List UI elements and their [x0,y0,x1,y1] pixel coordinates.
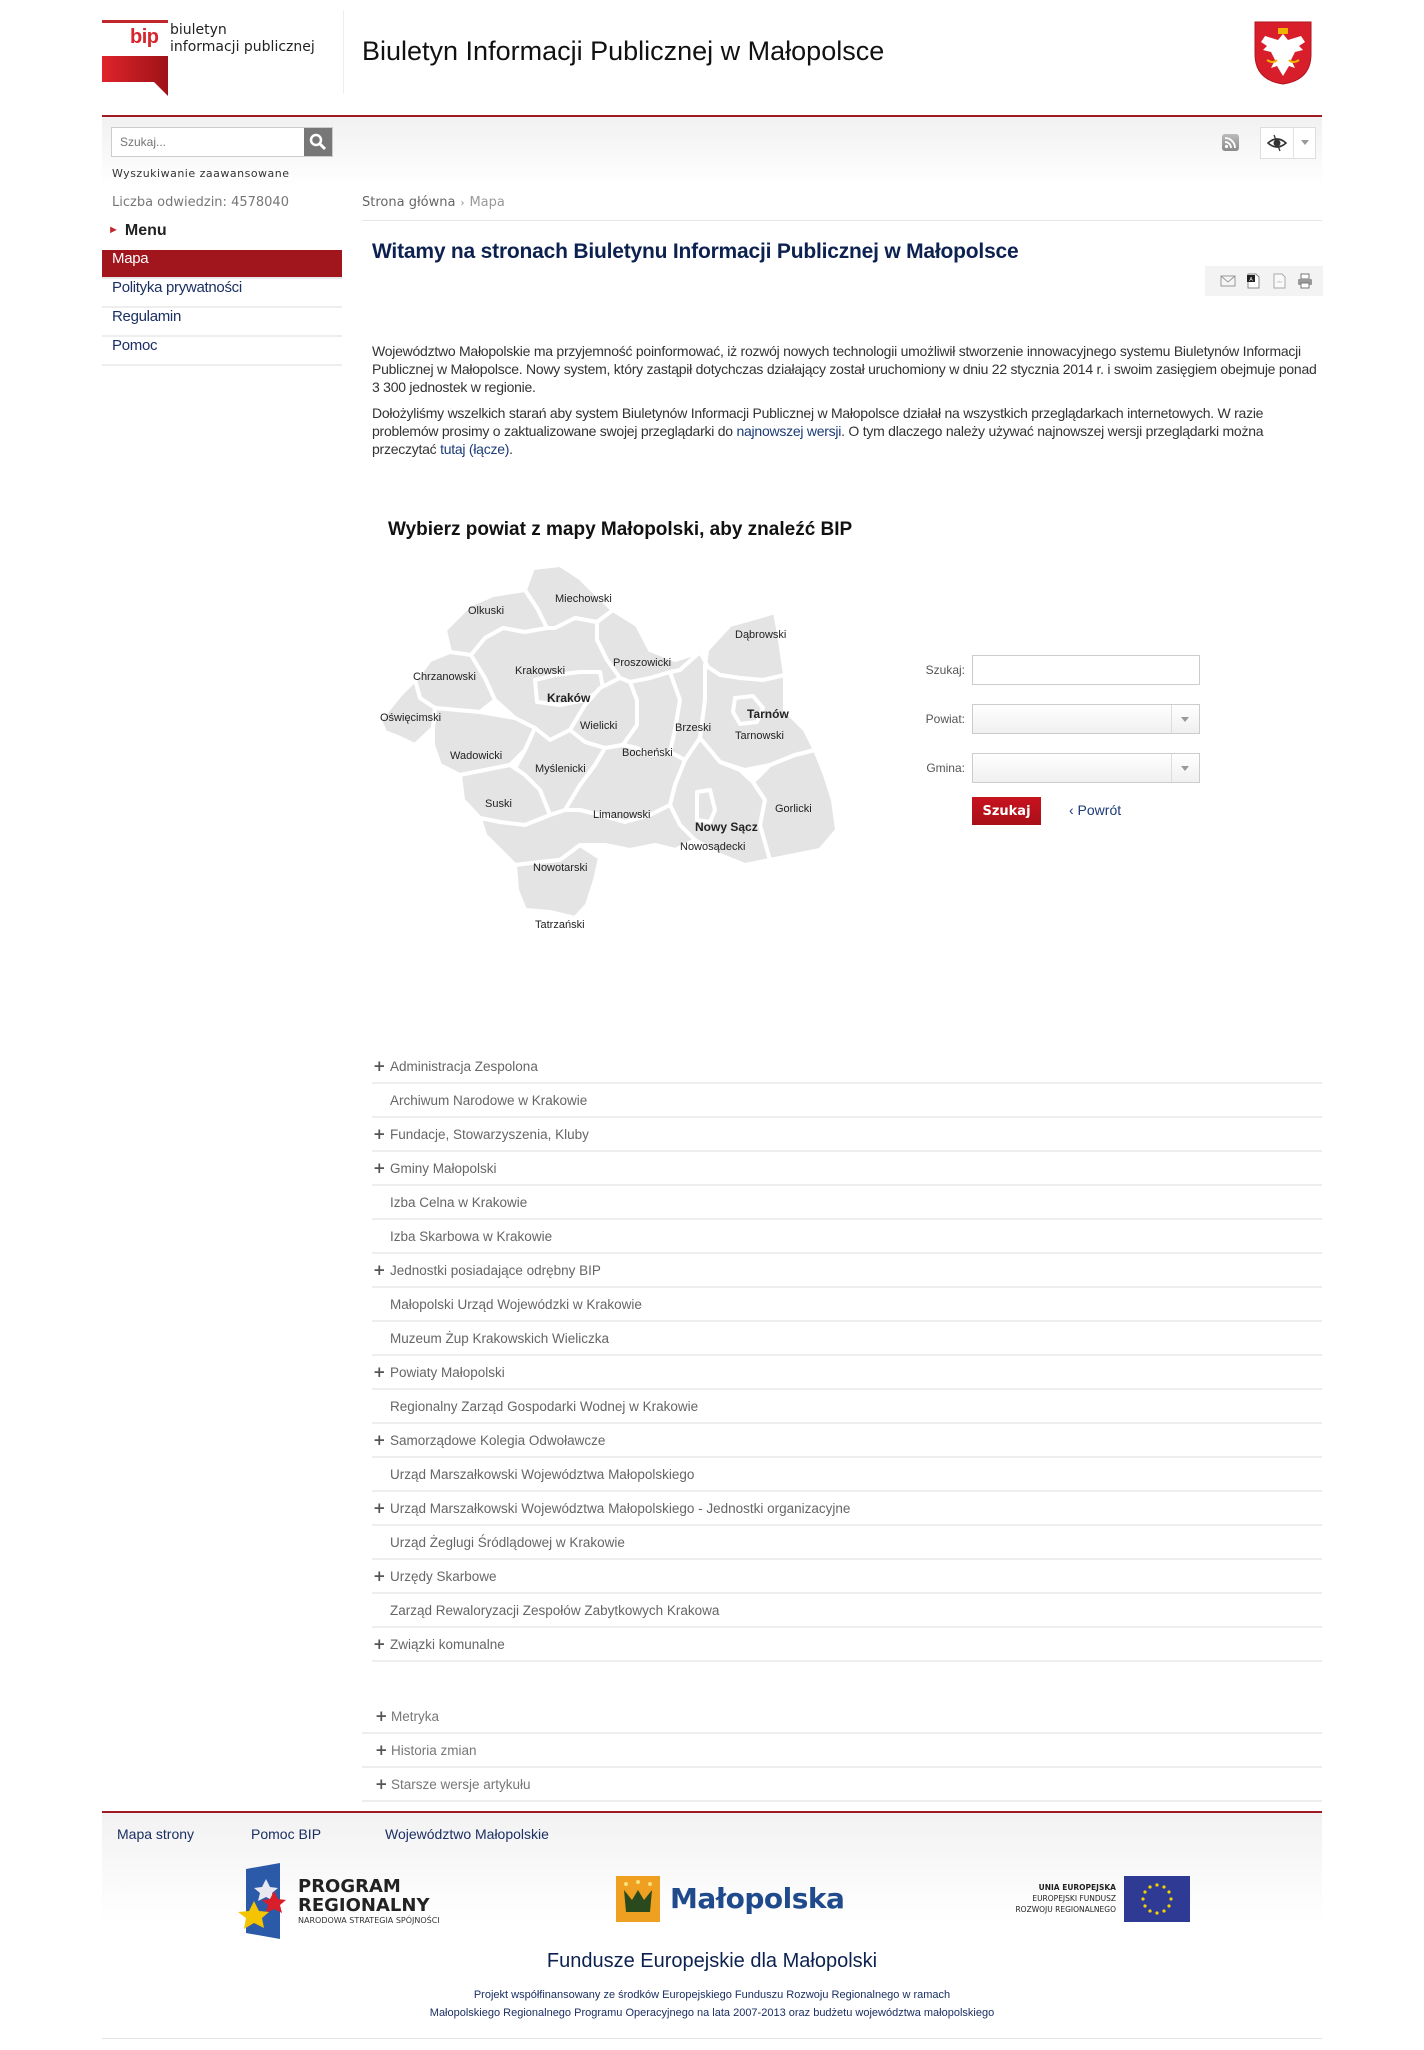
org-list-item-label[interactable]: Administracja Zespolona [390,1059,538,1074]
expand-plus-icon[interactable]: + [373,1057,386,1075]
map-label-proszowicki[interactable]: Proszowicki [613,657,672,669]
logo-pr-line1: PROGRAM [298,1876,401,1897]
article-meta-list [362,1700,1322,1802]
org-list-item[interactable] [372,1526,1322,1560]
eu-logo[interactable] [1000,1876,1190,1922]
org-list-item[interactable] [372,1254,1322,1288]
org-list-item-label[interactable]: Małopolski Urząd Wojewódzki w Krakowie [390,1297,642,1312]
org-list-item-label[interactable]: Zarząd Rewaloryzacji Zespołów Zabytkowych Krakowa [390,1603,720,1618]
search-field-label: Szukaj: [925,663,965,677]
map-label-nowy-sacz[interactable]: Nowy Sącz [695,820,758,834]
org-list-item-label[interactable]: Powiaty Małopolski [390,1365,505,1380]
org-list-item[interactable] [372,1322,1322,1356]
header-divider [343,10,344,94]
search-button[interactable] [304,128,332,156]
meta-list-item[interactable] [362,1700,1322,1734]
map-label-krakow[interactable]: Kraków [547,691,591,705]
coat-of-arms-icon [1253,20,1313,86]
meta-list-item[interactable] [362,1734,1322,1768]
sidebar-menu [102,250,342,366]
sidebar-item-pomoc[interactable]: Pomoc [102,337,342,366]
menu-heading-text: Menu [124,222,167,239]
rss-icon[interactable] [1222,134,1239,151]
org-list-item[interactable] [372,1628,1322,1662]
search-input[interactable] [112,128,305,156]
page-title: Witamy na stronach Biuletynu Informacji Publicznej w Małopolsce [372,240,1019,263]
expand-plus-icon[interactable]: + [373,1125,386,1143]
powiat-select[interactable] [972,704,1200,734]
eu-line1: UNIA EUROPEJSKA [1038,1883,1116,1892]
breadcrumb-separator: › [460,198,465,209]
footer-note-line2: Małopolskiego Regionalnego Programu Operacyjnego na lata 2007-2013 oraz budżetu województwa małopolskiego [429,2007,995,2019]
search-box [111,127,333,157]
org-list-item-label[interactable]: Gminy Małopolski [390,1161,497,1176]
org-list-item[interactable] [372,1288,1322,1322]
article-tools [1205,266,1323,296]
sidebar-item-regulamin[interactable]: Regulamin [102,308,342,337]
expand-plus-icon[interactable]: + [375,1775,388,1793]
chevron-down-icon[interactable] [1171,705,1199,733]
meta-list-item-label[interactable]: Historia zmian [391,1743,477,1758]
expand-plus-icon[interactable]: + [373,1635,386,1653]
expand-plus-icon[interactable]: + [373,1159,386,1177]
map-label-wadowicki[interactable]: Wadowicki [450,750,503,762]
back-link[interactable]: ‹ Powrót [1069,802,1122,818]
logo-text-line2: informacji publicznej [170,39,315,55]
svg-text:A: A [1249,277,1253,283]
intro-p2-text-b: . O tym dlaczego należy używać najnowszej wersji przeglądarki można przeczytać [372,423,1264,457]
read-here-link[interactable]: tutaj (łącze) [440,441,510,457]
meta-list-item-label[interactable]: Starsze wersje artykułu [391,1777,531,1792]
eu-flag-icon [1124,1876,1190,1922]
program-regionalny-emblem-icon [236,1863,296,1939]
map-label-miechowski[interactable]: Miechowski [555,593,612,605]
breadcrumb-current: Mapa [469,195,505,210]
logo-pr-line3: NARODOWA STRATEGIA SPÓJNOŚCI [298,1916,440,1925]
org-list-item[interactable] [372,1560,1322,1594]
org-list-item[interactable] [372,1186,1322,1220]
expand-plus-icon[interactable]: + [375,1741,388,1759]
map-label-dabrowski[interactable]: Dąbrowski [735,629,787,641]
org-list-item-label[interactable]: Muzeum Żup Krakowskich Wieliczka [390,1331,610,1346]
menu-heading [108,222,167,240]
footer-note [0,1986,1424,2022]
org-list-item-label[interactable]: Urząd Żeglugi Śródlądowej w Krakowie [390,1535,625,1550]
expand-plus-icon[interactable]: + [373,1567,386,1585]
logo-pr-line2: REGIONALNY [298,1895,430,1916]
footer-link-sitemap[interactable]: Mapa strony [117,1826,195,1842]
powiat-label: Powiat: [925,712,965,726]
map-label-gorlicki[interactable]: Gorlicki [775,803,812,815]
breadcrumb-divider [362,220,1322,221]
intro-paragraph-2 [372,404,1317,458]
org-list-item[interactable] [372,1084,1322,1118]
org-list-item-label[interactable]: Archiwum Narodowe w Krakowie [390,1093,588,1108]
org-list-item[interactable] [372,1594,1322,1628]
map-label-oswiecimski[interactable]: Oświęcimski [380,712,442,724]
org-list-item[interactable] [372,1458,1322,1492]
print-icon[interactable] [1297,273,1313,289]
org-list-item-label[interactable]: Regionalny Zarząd Gospodarki Wodnej w Krakowie [390,1399,699,1414]
intro-p2-text-a: Dołożyliśmy wszelkich starań aby system Biuletynów Informacji Publicznej w Małopolsce działał na wszystkich przeglądarkach internetowych. W razie problemów prosimy o zaktualizowane swojej przeglądarki do [372,405,1264,439]
pdf-icon[interactable] [1245,273,1261,289]
email-icon[interactable] [1220,273,1236,289]
expand-plus-icon[interactable]: + [373,1363,386,1381]
org-list-item[interactable] [372,1118,1322,1152]
org-list-item-label[interactable]: Urząd Marszałkowski Województwa Małopolskiego - Jednostki organizacyjne [390,1501,851,1516]
search-icon [309,133,327,151]
menu-arrow-icon: ► [108,224,119,236]
intro-paragraph-1: Województwo Małopolskie ma przyjemność poinformować, iż rozwój nowych technologii umożliwił stworzenie innowacyjnego systemu Biuletynów Informacji Publicznej w Małopolsce. Nowy system, który zastąpił dotychczas działający został uruchomiony w dniu 22 stycznia 2014 r. i swoim zasięgiem obejmuje ponad 3 300 jednostek w regionie. [372,343,1317,395]
map-label-nowosadecki[interactable]: Nowosądecki [680,841,746,853]
sidebar-item-mapa[interactable]: Mapa [102,250,342,279]
logo-bip-mark: bip [130,26,159,48]
map-label-tatrzanski[interactable]: Tatrzański [535,919,585,931]
region-nowy-sacz[interactable] [697,790,715,822]
org-list-item[interactable] [372,1220,1322,1254]
sidebar-item-polityka-prywatnosci[interactable]: Polityka prywatności [102,279,342,308]
org-list-item[interactable] [372,1390,1322,1424]
org-list-item[interactable] [372,1424,1322,1458]
program-regionalny-logo[interactable] [236,1863,461,1939]
footer-title: Fundusze Europejskie dla Małopolski [546,1950,878,1972]
org-list-item-label[interactable]: Urzędy Skarbowe [390,1569,497,1584]
map-title: Wybierz powiat z mapy Małopolski, aby znaleźć BIP [388,519,853,540]
org-list-item-label[interactable]: Izba Celna w Krakowie [390,1195,528,1210]
org-list-item-label[interactable]: Izba Skarbowa w Krakowie [390,1229,553,1244]
map-label-tarnowski[interactable]: Tarnowski [735,730,784,742]
chevron-down-icon[interactable] [1301,140,1309,145]
footer-bottom-rule [102,2038,1322,2039]
expand-plus-icon[interactable]: + [373,1261,386,1279]
map-label-myslenicki[interactable]: Myślenicki [535,763,586,775]
org-list-item[interactable] [372,1050,1322,1084]
map-label-olkuski[interactable]: Olkuski [468,605,505,617]
site-title: Biuletyn Informacji Publicznej w Małopolsce [362,36,885,66]
footer-note-line1: Projekt współfinansowany ze środków Europejskiego Funduszu Rozwoju Regionalnego w ramach [473,1989,951,2001]
accessibility-button[interactable] [1260,127,1316,159]
org-list-item-label[interactable]: Fundacje, Stowarzyszenia, Kluby [390,1127,589,1142]
visit-counter: Liczba odwiedzin: 4578040 [112,195,289,210]
latest-version-link[interactable]: najnowszej wersji [736,423,842,439]
gmina-select[interactable] [972,753,1200,783]
advanced-search-link[interactable]: Wyszukiwanie zaawansowane [112,167,290,180]
expand-plus-icon[interactable]: + [373,1431,386,1449]
svg-text:</>: </> [1276,279,1283,284]
breadcrumb [362,195,505,210]
map-label-brzeski[interactable]: Brzeski [675,722,712,734]
malopolska-logo[interactable] [616,1876,846,1926]
map-label-krakowski[interactable]: Krakowski [515,665,566,677]
malopolska-map [375,560,845,960]
malopolska-emblem-icon [616,1876,660,1922]
map-label-nowotarski[interactable]: Nowotarski [533,862,588,874]
org-list-item-label[interactable]: Urząd Marszałkowski Województwa Małopolskiego [390,1467,695,1482]
footer-link-wojewodztwo[interactable]: Województwo Małopolskie [385,1826,549,1842]
organization-list [372,1050,1322,1662]
logo-bar [102,20,168,23]
eu-line2: EUROPEJSKI FUNDUSZ [1032,1894,1116,1903]
map-label-limanowski[interactable]: Limanowski [593,809,651,821]
map-label-tarnow[interactable]: Tarnów [747,707,789,721]
org-list-item[interactable] [372,1356,1322,1390]
accessibility-divider [1293,128,1294,158]
xml-icon[interactable] [1271,273,1287,289]
logo-text-line1: biuletyn [170,22,227,38]
meta-list-item[interactable] [362,1768,1322,1802]
map-label-chrzanowski[interactable]: Chrzanowski [413,671,476,683]
map-label-wielicki[interactable]: Wielicki [580,720,618,732]
org-list-item-label[interactable]: Jednostki posiadające odrębny BIP [390,1263,601,1278]
expand-plus-icon[interactable]: + [373,1499,386,1517]
bip-logo[interactable] [102,20,342,96]
breadcrumb-home[interactable]: Strona główna [362,195,456,210]
org-list-item[interactable] [372,1492,1322,1526]
meta-list-item-label[interactable]: Metryka [391,1709,440,1724]
intro-p2-text-c: . [509,441,513,457]
map-label-suski[interactable]: Suski [485,798,512,810]
org-list-item[interactable] [372,1152,1322,1186]
expand-plus-icon[interactable]: + [375,1707,388,1725]
eu-line3: ROZWOJU REGIONALNEGO [1015,1905,1116,1914]
org-list-item-label[interactable]: Związki komunalne [390,1637,505,1652]
malopolska-logo-text: Małopolska [670,1882,845,1915]
search-submit-button[interactable]: Szukaj [972,797,1041,825]
footer-link-bip-help[interactable]: Pomoc BIP [251,1826,322,1842]
map-label-bochenski[interactable]: Bocheński [622,747,673,759]
region-dabrowski[interactable] [705,612,785,680]
eye-crossed-icon [1267,134,1287,152]
chevron-down-icon[interactable] [1171,754,1199,782]
gmina-label: Gmina: [926,761,965,775]
bip-search-input[interactable] [972,655,1200,685]
org-list-item-label[interactable]: Samorządowe Kolegia Odwoławcze [390,1433,606,1448]
intro-text [372,342,1317,466]
